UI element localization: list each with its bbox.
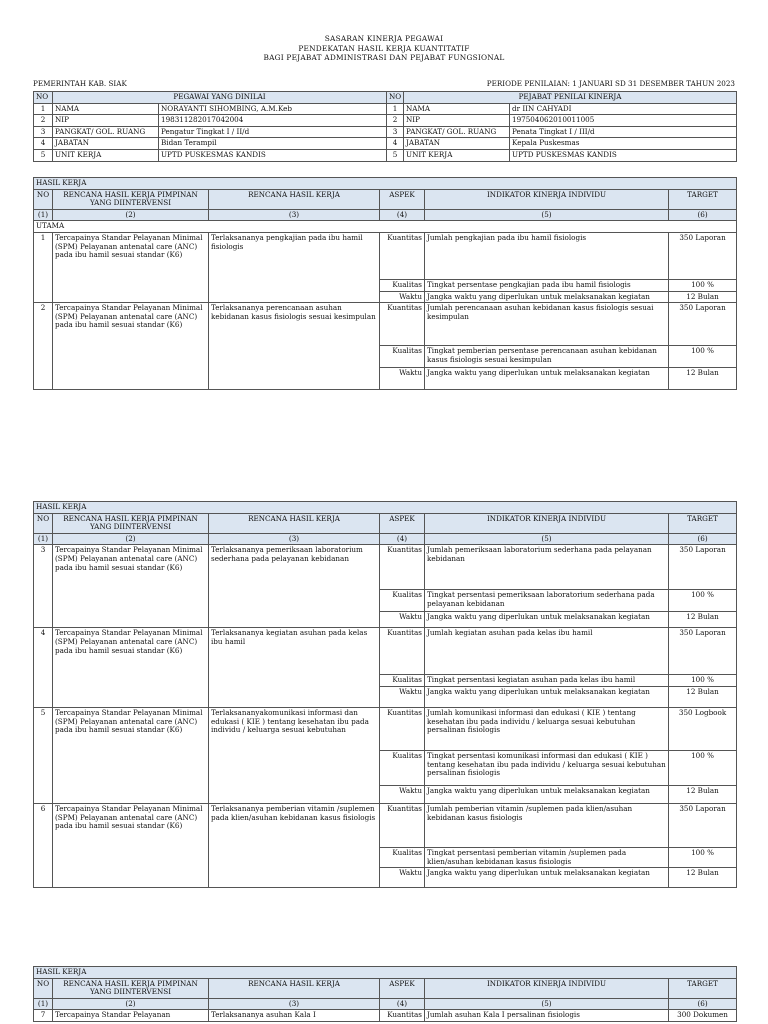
target-cell: 12 Bulan [669,612,737,628]
emp-left-label: UNIT KERJA [53,149,159,161]
hasil-kerja-table-2 [33,501,737,888]
rencana-pimpinan: Tercapainya Standar Pelayanan Minimal (SPM) Pelayanan antenatal care (ANC) pada ibu hamil sesuai standar (K6) [53,232,209,302]
emp-left-label: NIP [53,115,159,127]
column-header: RENCANA HASIL KERJA [209,978,380,998]
rencana-hasil-kerja: Terlaksananya perencanaan asuhan kebidanan kasus fisiologis sesuai kesimpulan [209,303,380,390]
employee-row [34,138,737,150]
aspek-cell: Kuantitas [380,707,425,750]
rencana-pimpinan: Tercapainya Standar Pelayanan Minimal (SPM) Pelayanan antenatal care (ANC) pada ibu hamil sesuai standar (K6) [53,707,209,803]
indikator-cell: Jumlah pemeriksaan laboratorium sederhana pada pelayanan kebidanan [425,545,669,590]
column-header: INDIKATOR KINERJA INDIVIDU [425,513,669,533]
aspek-cell: Kuantitas [380,628,425,675]
column-number: (6) [669,998,737,1010]
aspek-cell: Waktu [380,785,425,803]
emp-right-value: dr IIN CAHYADI [510,103,737,115]
aspek-cell: Waktu [380,368,425,390]
item-number: 1 [34,232,53,302]
indikator-cell: Jumlah komunikasi informasi dan edukasi ( KIE ) tentang kesehatan ibu pada individu / keluarga sesuai kebutuhan persalinan fisiologis [425,707,669,750]
target-cell: 100 % [669,750,737,785]
emp-right-label: PANGKAT/ GOL. RUANG [404,126,510,138]
column-number: (1) [34,209,53,221]
column-header: RENCANA HASIL KERJA [209,189,380,209]
hasil-kerja-table-3 [33,966,737,1022]
column-number: (2) [53,209,209,221]
indikator-cell: Jumlah asuhan Kala I persalinan fisiologis [425,1010,669,1022]
item-number: 2 [34,303,53,390]
aspek-cell: Kuantitas [380,232,425,279]
target-cell: 12 Bulan [669,686,737,707]
column-number: (6) [669,533,737,545]
target-cell: 100 % [669,346,737,368]
meta-row [33,79,735,88]
indikator-cell: Tingkat persentasi pemberian vitamin /suplemen pada klien/asuhan kebidanan kasus fisiologis [425,847,669,867]
indicator-row [34,707,737,750]
column-number: (5) [425,533,669,545]
hasil-kerja-table-1 [33,177,737,390]
target-cell: 12 Bulan [669,868,737,888]
pegawai-title: PEGAWAI YANG DINILAI [53,92,387,104]
indikator-cell: Tingkat persentasi pemeriksaan laboratorium sederhana pada pelayanan kebidanan [425,590,669,612]
column-number: (3) [209,209,380,221]
emp-left-no: 2 [34,115,53,127]
item-number: 4 [34,628,53,708]
target-cell: 100 % [669,675,737,687]
indicator-row [34,303,737,346]
emp-right-label: UNIT KERJA [404,149,510,161]
header-title-line3: BAGI PEJABAT ADMINISTRASI DAN PEJABAT FUNGSIONAL [263,53,505,62]
column-header: ASPEK [380,978,425,998]
aspek-cell: Waktu [380,686,425,707]
rencana-pimpinan: Tercapainya Standar Pelayanan [53,1010,209,1022]
item-number: 3 [34,545,53,628]
employee-row [34,103,737,115]
emp-right-value: 197504062010011005 [510,115,737,127]
aspek-cell: Kualitas [380,590,425,612]
indikator-cell: Tingkat persentasi komunikasi informasi dan edukasi ( KIE ) tentang kesehatan ibu pada individu / keluarga sesuai kebutuhan persalinan fisiologis [425,750,669,785]
rencana-hasil-kerja: Terlaksananyakomunikasi informasi dan edukasi ( KIE ) tentang kesehatan ibu pada individu / keluarga sesuai kebutuhan [209,707,380,803]
emp-left-value: UPTD PUSKESMAS KANDIS [159,149,387,161]
indikator-cell: Jangka waktu yang diperlukan untuk melaksanakan kegiatan [425,291,669,303]
emp-left-label: JABATAN [53,138,159,150]
target-cell: 350 Laporan [669,232,737,279]
column-header: NO [34,189,53,209]
emp-left-value: 198311282017042004 [159,115,387,127]
target-cell: 100 % [669,590,737,612]
aspek-cell: Kualitas [380,847,425,867]
indicator-row [34,232,737,279]
employee-row [34,115,737,127]
aspek-cell: Waktu [380,612,425,628]
emp-left-no: 5 [34,149,53,161]
indikator-cell: Jumlah pemberian vitamin /suplemen pada klien/asuhan kebidanan kasus fisiologis [425,803,669,847]
header-title-line2: PENDEKATAN HASIL KERJA KUANTITATIF [298,43,470,53]
rencana-hasil-kerja: Terlaksananya asuhan Kala I [209,1010,380,1022]
rencana-pimpinan: Tercapainya Standar Pelayanan Minimal (SPM) Pelayanan antenatal care (ANC) pada ibu hamil sesuai standar (K6) [53,545,209,628]
indicator-row [34,803,737,847]
column-header: RENCANA HASIL KERJA PIMPINAN YANG DIINTERVENSI [53,189,209,209]
rencana-pimpinan: Tercapainya Standar Pelayanan Minimal (SPM) Pelayanan antenatal care (ANC) pada ibu hamil sesuai standar (K6) [53,628,209,708]
column-number: (6) [669,209,737,221]
indikator-cell: Tingkat pemberian persentase perencanaan asuhan kebidanan kasus fisiologis sesuai kesimpulan [425,346,669,368]
emp-left-value: Pengatur Tingkat I / II/d [159,126,387,138]
aspek-cell: Kualitas [380,750,425,785]
column-header: RENCANA HASIL KERJA PIMPINAN YANG DIINTERVENSI [53,513,209,533]
emp-left-no: 3 [34,126,53,138]
aspek-cell: Kualitas [380,346,425,368]
column-header: RENCANA HASIL KERJA PIMPINAN YANG DIINTERVENSI [53,978,209,998]
employee-row [34,126,737,138]
item-number: 6 [34,803,53,887]
column-header: INDIKATOR KINERJA INDIVIDU [425,978,669,998]
section-title: HASIL KERJA [34,178,737,190]
column-header: NO [34,978,53,998]
emp-right-label: JABATAN [404,138,510,150]
target-cell: 350 Laporan [669,303,737,346]
rencana-hasil-kerja: Terlaksananya pemberian vitamin /suplemen pada klien/asuhan kebidanan kasus fisiologis [209,803,380,887]
emp-right-value: Penata Tingkat I / III/d [510,126,737,138]
government-label: PEMERINTAH KAB. SIAK [33,79,127,88]
column-number: (2) [53,998,209,1010]
emp-left-label: NAMA [53,103,159,115]
employee-table [33,91,737,162]
aspek-cell: Kualitas [380,675,425,687]
document-header [0,34,768,63]
indicator-row [34,545,737,590]
column-number: (3) [209,998,380,1010]
emp-left-no: 1 [34,103,53,115]
rencana-hasil-kerja: Terlaksananya pengkajian pada ibu hamil fisiologis [209,232,380,302]
column-number: (4) [380,998,425,1010]
column-number: (4) [380,209,425,221]
column-header: ASPEK [380,513,425,533]
rencana-pimpinan: Tercapainya Standar Pelayanan Minimal (SPM) Pelayanan antenatal care (ANC) pada ibu hamil sesuai standar (K6) [53,303,209,390]
indikator-cell: Jangka waktu yang diperlukan untuk melaksanakan kegiatan [425,686,669,707]
emp-left-value: NORAYANTI SIHOMBING, A.M.Keb [159,103,387,115]
indikator-cell: Jangka waktu yang diperlukan untuk melaksanakan kegiatan [425,368,669,390]
column-number: (2) [53,533,209,545]
column-header: ASPEK [380,189,425,209]
column-header: INDIKATOR KINERJA INDIVIDU [425,189,669,209]
target-cell: 12 Bulan [669,368,737,390]
emp-right-value: Kepala Puskesmas [510,138,737,150]
item-number: 5 [34,707,53,803]
column-number: (1) [34,998,53,1010]
indikator-cell: Tingkat persentasi kegiatan asuhan pada kelas ibu hamil [425,675,669,687]
target-cell: 350 Logbook [669,707,737,750]
section-title: HASIL KERJA [34,502,737,514]
target-cell: 12 Bulan [669,785,737,803]
aspek-cell: Waktu [380,868,425,888]
aspek-cell: Kualitas [380,279,425,291]
employee-row [34,149,737,161]
target-cell: 300 Dokumen [669,1010,737,1022]
indicator-row [34,1010,737,1022]
emp-right-value: UPTD PUSKESMAS KANDIS [510,149,737,161]
emp-right-no: 4 [387,138,404,150]
utama-label: UTAMA [34,221,737,233]
aspek-cell: Kuantitas [380,1010,425,1022]
section-title: HASIL KERJA [34,967,737,979]
item-number: 7 [34,1010,53,1022]
indicator-row [34,628,737,675]
column-number: (1) [34,533,53,545]
emp-left-value: Bidan Terampil [159,138,387,150]
column-header: RENCANA HASIL KERJA [209,513,380,533]
column-number: (5) [425,998,669,1010]
column-header: TARGET [669,978,737,998]
target-cell: 100 % [669,279,737,291]
target-cell: 350 Laporan [669,545,737,590]
target-cell: 350 Laporan [669,628,737,675]
indikator-cell: Tingkat persentase pengkajian pada ibu hamil fisiologis [425,279,669,291]
emp-no-header: NO [34,92,53,104]
target-cell: 350 Laporan [669,803,737,847]
emp-right-no: 2 [387,115,404,127]
column-number: (4) [380,533,425,545]
target-cell: 100 % [669,847,737,867]
column-header: NO [34,513,53,533]
penilai-title: PEJABAT PENILAI KINERJA [404,92,737,104]
indikator-cell: Jangka waktu yang diperlukan untuk melaksanakan kegiatan [425,612,669,628]
emp-right-label: NAMA [404,103,510,115]
aspek-cell: Kuantitas [380,545,425,590]
rencana-hasil-kerja: Terlaksananya pemeriksaan laboratorium sederhana pada pelayanan kebidanan [209,545,380,628]
column-number: (5) [425,209,669,221]
aspek-cell: Kuantitas [380,803,425,847]
indikator-cell: Jumlah pengkajian pada ibu hamil fisiologis [425,232,669,279]
aspek-cell: Waktu [380,291,425,303]
rencana-hasil-kerja: Terlaksananya kegiatan asuhan pada kelas ibu hamil [209,628,380,708]
rencana-pimpinan: Tercapainya Standar Pelayanan Minimal (SPM) Pelayanan antenatal care (ANC) pada ibu hamil sesuai standar (K6) [53,803,209,887]
emp-left-no: 4 [34,138,53,150]
aspek-cell: Kuantitas [380,303,425,346]
emp-right-no: 3 [387,126,404,138]
period-label: PERIODE PENILAIAN: 1 JANUARI SD 31 DESEMBER TAHUN 2023 [486,79,735,88]
header-title-line1: SASARAN KINERJA PEGAWAI [324,34,444,43]
column-header: TARGET [669,189,737,209]
target-cell: 12 Bulan [669,291,737,303]
indikator-cell: Jangka waktu yang diperlukan untuk melaksanakan kegiatan [425,868,669,888]
indikator-cell: Jangka waktu yang diperlukan untuk melaksanakan kegiatan [425,785,669,803]
column-header: TARGET [669,513,737,533]
emp-left-label: PANGKAT/ GOL. RUANG [53,126,159,138]
emp-no-header-right: NO [387,92,404,104]
indikator-cell: Jumlah perencanaan asuhan kebidanan kasus fisiologis sesuai kesimpulan [425,303,669,346]
emp-right-no: 1 [387,103,404,115]
indikator-cell: Jumlah kegiatan asuhan pada kelas ibu hamil [425,628,669,675]
column-number: (3) [209,533,380,545]
emp-right-label: NIP [404,115,510,127]
emp-right-no: 5 [387,149,404,161]
